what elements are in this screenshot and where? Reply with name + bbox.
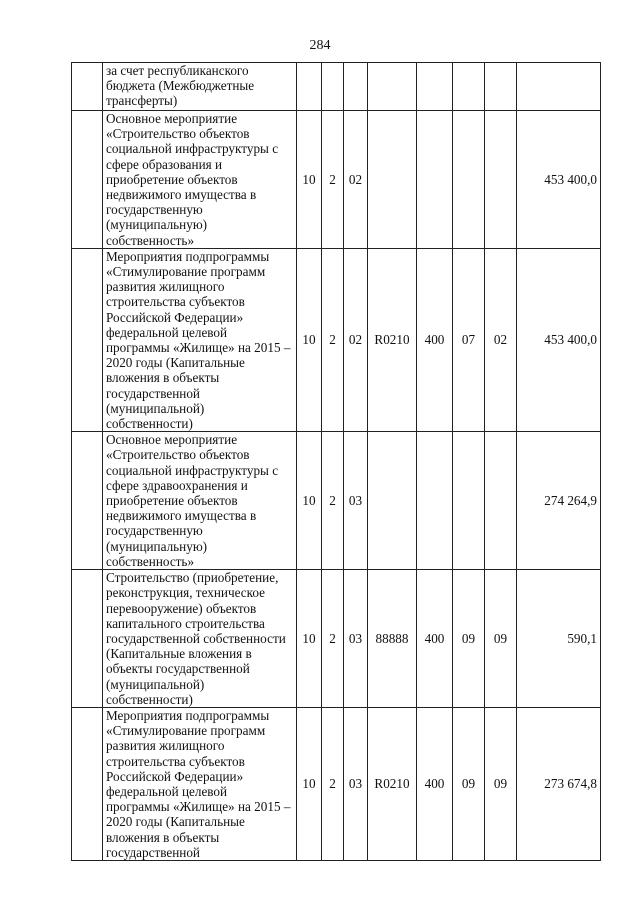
table-row — [72, 63, 601, 111]
direction-code-cell: R0210 — [368, 248, 417, 431]
row-number-cell — [72, 111, 103, 249]
program-code-cell: 10 — [297, 248, 322, 431]
section-code-cell: 09 — [453, 570, 485, 708]
section-code-cell: 09 — [453, 707, 485, 860]
subprogram-code-cell: 2 — [322, 707, 344, 860]
table-row — [72, 111, 601, 249]
measure-code-cell: 03 — [344, 570, 368, 708]
table-row — [72, 570, 601, 708]
subprogram-code-cell: 2 — [322, 570, 344, 708]
measure-code-cell: 02 — [344, 111, 368, 249]
program-code-cell — [297, 63, 322, 111]
item-name-cell: Основное мероприятие «Строительство объектов социальной инфраструктуры с сфере здравоохранения и приобретение объектов недвижимого имущества в государственную (муниципальную) собственность» — [103, 432, 297, 570]
measure-code-cell — [344, 63, 368, 111]
expense-type-cell: 400 — [417, 707, 453, 860]
row-number-cell — [72, 63, 103, 111]
subsection-code-cell — [485, 111, 517, 249]
amount-cell: 453 400,0 — [517, 248, 601, 431]
amount-cell: 274 264,9 — [517, 432, 601, 570]
row-number-cell — [72, 707, 103, 860]
direction-code-cell: R0210 — [368, 707, 417, 860]
subsection-code-cell: 09 — [485, 707, 517, 860]
subprogram-code-cell: 2 — [322, 432, 344, 570]
direction-code-cell — [368, 111, 417, 249]
program-code-cell: 10 — [297, 111, 322, 249]
item-name-cell: Мероприятия подпрограммы «Стимулирование программ развития жилищного строительства субъектов Российской Федерации» федеральной целевой программы «Жилище» на 2015 – 2020 годы (Капитальные вложения в объекты государственной (муниципальной) собственности) — [103, 248, 297, 431]
direction-code-cell: 88888 — [368, 570, 417, 708]
budget-table — [71, 62, 601, 861]
subprogram-code-cell — [322, 63, 344, 111]
section-code-cell — [453, 432, 485, 570]
measure-code-cell: 03 — [344, 707, 368, 860]
item-name-cell: Мероприятия подпрограммы «Стимулирование программ развития жилищного строительства субъектов Российской Федерации» федеральной целевой программы «Жилище» на 2015 – 2020 годы (Капитальные вложения в объекты государственной — [103, 707, 297, 860]
amount-cell: 273 674,8 — [517, 707, 601, 860]
subsection-code-cell: 09 — [485, 570, 517, 708]
row-number-cell — [72, 432, 103, 570]
subsection-code-cell: 02 — [485, 248, 517, 431]
item-name-cell: Основное мероприятие «Строительство объектов социальной инфраструктуры с сфере образования и приобретение объектов недвижимого имущества в государственную (муниципальную) собственность» — [103, 111, 297, 249]
table-row — [72, 707, 601, 860]
program-code-cell: 10 — [297, 432, 322, 570]
expense-type-cell — [417, 111, 453, 249]
measure-code-cell: 02 — [344, 248, 368, 431]
subprogram-code-cell: 2 — [322, 111, 344, 249]
item-name-cell: за счет республиканского бюджета (Межбюджетные трансферты) — [103, 63, 297, 111]
row-number-cell — [72, 570, 103, 708]
expense-type-cell: 400 — [417, 570, 453, 708]
amount-cell — [517, 63, 601, 111]
item-name-cell: Строительство (приобретение, реконструкция, техническое перевооружение) объектов капитального строительства государственной собственности (Капитальные вложения в объекты государственной (муниципальной) собственности) — [103, 570, 297, 708]
section-code-cell: 07 — [453, 248, 485, 431]
subsection-code-cell — [485, 63, 517, 111]
subsection-code-cell — [485, 432, 517, 570]
subprogram-code-cell: 2 — [322, 248, 344, 431]
table-row — [72, 248, 601, 431]
amount-cell: 590,1 — [517, 570, 601, 708]
expense-type-cell: 400 — [417, 248, 453, 431]
page-number: 284 — [309, 38, 331, 53]
table-row — [72, 432, 601, 570]
direction-code-cell — [368, 432, 417, 570]
amount-cell: 453 400,0 — [517, 111, 601, 249]
expense-type-cell — [417, 63, 453, 111]
direction-code-cell — [368, 63, 417, 111]
expense-type-cell — [417, 432, 453, 570]
program-code-cell: 10 — [297, 707, 322, 860]
section-code-cell — [453, 111, 485, 249]
row-number-cell — [72, 248, 103, 431]
section-code-cell — [453, 63, 485, 111]
measure-code-cell: 03 — [344, 432, 368, 570]
program-code-cell: 10 — [297, 570, 322, 708]
